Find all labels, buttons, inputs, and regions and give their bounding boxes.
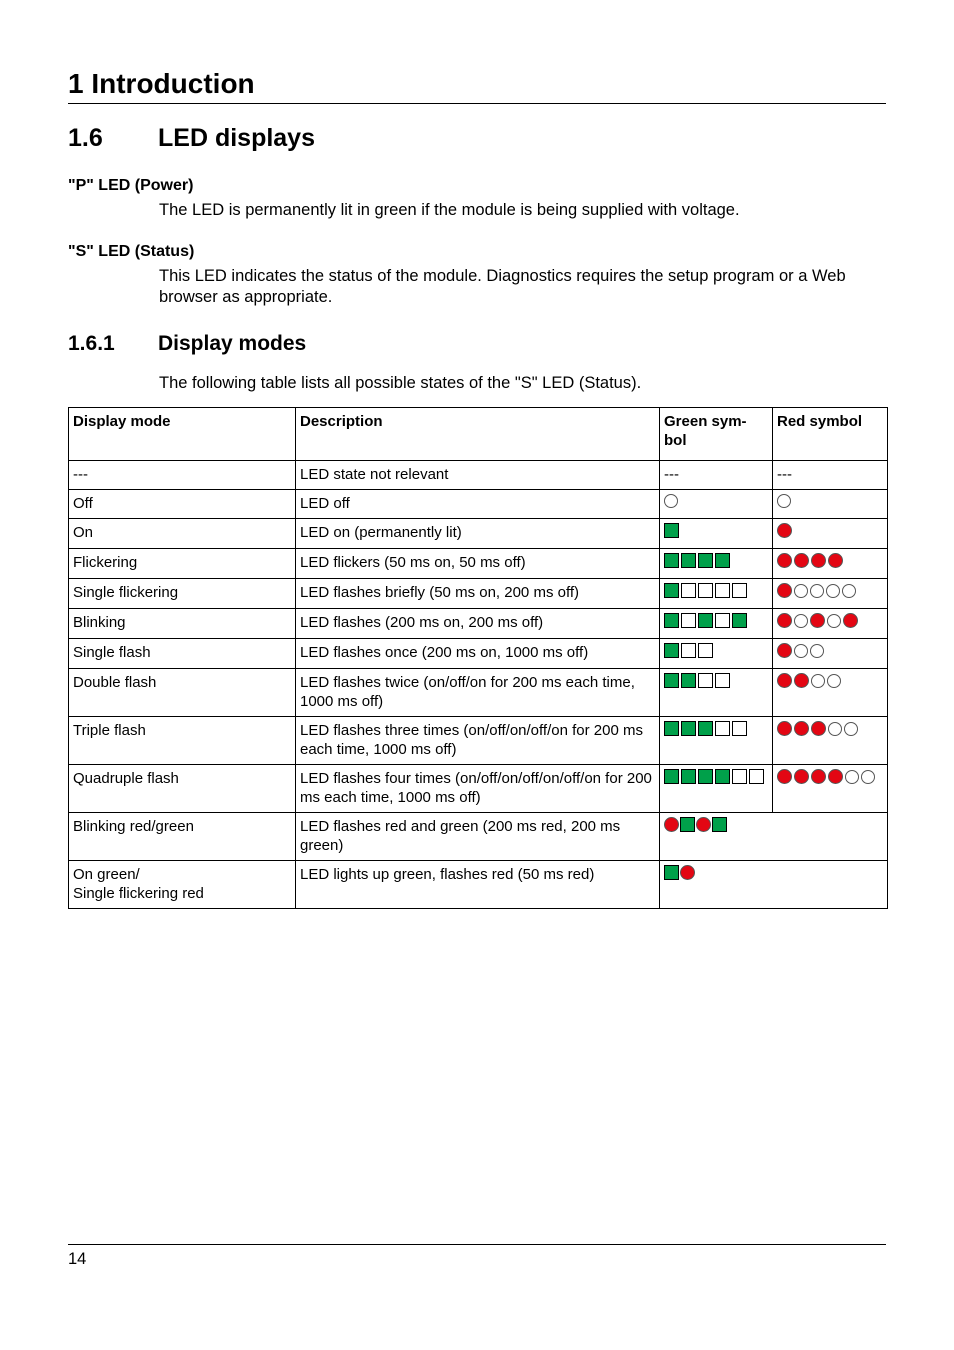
green-symbol-cell (660, 765, 773, 813)
description-cell: LED off (296, 490, 660, 519)
red-led-on-icon (777, 769, 792, 784)
page-number: 14 (68, 1250, 87, 1268)
green-symbol-cell (660, 549, 773, 579)
red-symbol-cell (773, 519, 888, 549)
header-red-symbol: Red symbol (773, 408, 888, 461)
green-symbol-sequence (664, 643, 713, 658)
green-symbol-cell (660, 639, 773, 669)
table-row (69, 813, 888, 861)
red-led-on-icon (696, 817, 711, 832)
green-led-on-icon (712, 817, 727, 832)
green-led-on-icon (698, 769, 713, 784)
led-off-icon (827, 614, 841, 628)
green-symbol-sequence (664, 721, 747, 736)
red-symbol-sequence (777, 523, 792, 538)
green-symbol-sequence (664, 769, 764, 784)
led-off-icon (842, 584, 856, 598)
red-symbol-sequence (777, 721, 858, 736)
table-row (69, 579, 888, 609)
red-symbol-cell (773, 765, 888, 813)
subsection-number: 1.6.1 (68, 332, 115, 355)
led-off-icon (826, 584, 840, 598)
green-led-on-icon (715, 769, 730, 784)
red-symbol-cell: --- (773, 461, 888, 490)
led-off-icon (794, 644, 808, 658)
led-off-icon (698, 583, 713, 598)
led-off-icon (715, 673, 730, 688)
power-led-text: The LED is permanently lit in green if the module is being supplied with voltage. (159, 201, 740, 219)
led-off-icon (698, 673, 713, 688)
red-led-on-icon (777, 673, 792, 688)
description-cell: LED lights up green, flashes red (50 ms red) (296, 861, 660, 909)
red-symbol-cell (773, 579, 888, 609)
display-mode-cell: Flickering (69, 549, 296, 579)
display-mode-cell: Quadruple flash (69, 765, 296, 813)
red-led-on-icon (828, 769, 843, 784)
red-led-on-icon (828, 553, 843, 568)
description-cell: LED flashes twice (on/off/on for 200 ms each time, 1000 ms off) (296, 669, 660, 717)
green-led-on-icon (664, 769, 679, 784)
green-led-on-icon (664, 583, 679, 598)
table-row (69, 765, 888, 813)
led-off-icon (681, 583, 696, 598)
section-number: 1.6 (68, 124, 103, 152)
display-mode-cell: Single flash (69, 639, 296, 669)
green-led-on-icon (664, 721, 679, 736)
description-cell: LED flashes red and green (200 ms red, 200 ms green) (296, 813, 660, 861)
header-display-mode: Display mode (69, 408, 296, 461)
green-led-on-icon (664, 613, 679, 628)
red-led-on-icon (777, 583, 792, 598)
green-led-on-icon (681, 673, 696, 688)
green-led-on-icon (664, 553, 679, 568)
red-symbol-cell (773, 639, 888, 669)
red-symbol-sequence (777, 494, 791, 508)
green-led-on-icon (681, 769, 696, 784)
red-symbol-sequence (777, 583, 856, 598)
green-led-on-icon (680, 817, 695, 832)
combined-symbol-sequence (664, 817, 727, 832)
green-symbol-sequence (664, 673, 730, 688)
green-led-on-icon (664, 643, 679, 658)
green-led-on-icon (681, 721, 696, 736)
display-modes-table (68, 407, 888, 909)
red-led-on-icon (794, 553, 809, 568)
green-symbol-sequence (664, 553, 730, 568)
red-symbol-sequence (777, 613, 858, 628)
description-cell: LED flashes three times (on/off/on/off/on for 200 ms each time, 1000 ms off) (296, 717, 660, 765)
red-symbol-cell (773, 717, 888, 765)
green-symbol-cell: --- (660, 461, 773, 490)
green-symbol-cell (660, 669, 773, 717)
led-off-icon (828, 722, 842, 736)
green-symbol-cell (660, 579, 773, 609)
display-mode-cell: On green/ Single flickering red (69, 861, 296, 909)
green-led-on-icon (698, 721, 713, 736)
led-off-icon (715, 583, 730, 598)
green-symbol-sequence (664, 583, 747, 598)
header-description: Description (296, 408, 660, 461)
display-mode-cell: Blinking (69, 609, 296, 639)
description-cell: LED flashes briefly (50 ms on, 200 ms off) (296, 579, 660, 609)
red-symbol-sequence (777, 553, 843, 568)
led-off-icon (794, 584, 808, 598)
red-symbol-cell (773, 609, 888, 639)
subsection-intro: The following table lists all possible states of the "S" LED (Status). (159, 374, 642, 392)
description-cell: LED state not relevant (296, 461, 660, 490)
combined-symbol-cell (660, 813, 888, 861)
led-off-icon (732, 769, 747, 784)
section-heading (68, 122, 315, 154)
green-led-on-icon (698, 553, 713, 568)
table-row (69, 519, 888, 549)
table-row (69, 490, 888, 519)
led-off-icon (811, 674, 825, 688)
green-led-on-icon (715, 553, 730, 568)
combined-symbol-cell (660, 861, 888, 909)
green-led-on-icon (698, 613, 713, 628)
led-off-icon (698, 643, 713, 658)
red-symbol-cell (773, 549, 888, 579)
display-mode-cell: Double flash (69, 669, 296, 717)
led-off-icon (749, 769, 764, 784)
green-symbol-sequence (664, 523, 679, 538)
red-led-on-icon (811, 769, 826, 784)
led-off-icon (777, 494, 791, 508)
red-led-on-icon (794, 721, 809, 736)
table-row (69, 861, 888, 909)
red-symbol-cell (773, 490, 888, 519)
red-led-on-icon (777, 523, 792, 538)
red-symbol-sequence (664, 494, 678, 508)
display-mode-cell: Blinking red/green (69, 813, 296, 861)
green-symbol-sequence (664, 613, 747, 628)
table-row (69, 717, 888, 765)
red-led-on-icon (664, 817, 679, 832)
led-off-icon (664, 494, 678, 508)
led-off-icon (715, 613, 730, 628)
chapter-divider (68, 103, 886, 104)
red-symbol-sequence (777, 673, 841, 688)
chapter-title: 1 Introduction (68, 68, 255, 99)
red-symbol-sequence (777, 643, 824, 658)
description-cell: LED flashes once (200 ms on, 1000 ms off) (296, 639, 660, 669)
description-cell: LED flashes four times (on/off/on/off/on/off/on for 200 ms each time, 1000 ms off) (296, 765, 660, 813)
green-symbol-cell (660, 519, 773, 549)
green-led-on-icon (664, 523, 679, 538)
led-off-icon (732, 721, 747, 736)
red-symbol-sequence (777, 769, 875, 784)
green-led-on-icon (732, 613, 747, 628)
red-led-on-icon (811, 553, 826, 568)
green-symbol-cell (660, 717, 773, 765)
led-off-icon (732, 583, 747, 598)
red-led-on-icon (777, 553, 792, 568)
display-mode-cell: Triple flash (69, 717, 296, 765)
display-mode-cell: --- (69, 461, 296, 490)
description-cell: LED flickers (50 ms on, 50 ms off) (296, 549, 660, 579)
led-off-icon (810, 584, 824, 598)
red-led-on-icon (794, 673, 809, 688)
footer-divider (68, 1244, 886, 1245)
table-row (69, 549, 888, 579)
green-symbol-cell (660, 609, 773, 639)
section-title: LED displays (158, 124, 315, 152)
description-cell: LED on (permanently lit) (296, 519, 660, 549)
red-led-on-icon (777, 721, 792, 736)
display-mode-cell: Single flickering (69, 579, 296, 609)
led-off-icon (681, 643, 696, 658)
green-led-on-icon (664, 673, 679, 688)
table-row (69, 669, 888, 717)
led-off-icon (715, 721, 730, 736)
led-off-icon (810, 644, 824, 658)
green-led-on-icon (681, 553, 696, 568)
status-led-heading: "S" LED (Status) (68, 243, 195, 260)
header-green-symbol: Green sym- bol (660, 408, 773, 461)
green-symbol-cell (660, 490, 773, 519)
display-mode-cell: On (69, 519, 296, 549)
led-off-icon (827, 674, 841, 688)
red-led-on-icon (811, 721, 826, 736)
table-row (69, 639, 888, 669)
table-row (69, 609, 888, 639)
led-off-icon (844, 722, 858, 736)
led-off-icon (794, 614, 808, 628)
display-mode-cell: Off (69, 490, 296, 519)
power-led-heading: "P" LED (Power) (68, 177, 194, 194)
red-led-on-icon (680, 865, 695, 880)
subsection-title: Display modes (158, 332, 307, 355)
red-led-on-icon (843, 613, 858, 628)
red-led-on-icon (810, 613, 825, 628)
subsection-heading (68, 330, 306, 358)
led-off-icon (861, 770, 875, 784)
table-row (69, 461, 888, 490)
red-led-on-icon (777, 613, 792, 628)
description-cell: LED flashes (200 ms on, 200 ms off) (296, 609, 660, 639)
status-led-text: This LED indicates the status of the module. Diagnostics requires the setup program or a Web browser as appropriate. (159, 267, 846, 306)
green-led-on-icon (664, 865, 679, 880)
table-header-row (69, 408, 888, 461)
red-led-on-icon (777, 643, 792, 658)
red-led-on-icon (794, 769, 809, 784)
red-symbol-cell (773, 669, 888, 717)
led-off-icon (845, 770, 859, 784)
combined-symbol-sequence (664, 865, 695, 880)
led-off-icon (681, 613, 696, 628)
